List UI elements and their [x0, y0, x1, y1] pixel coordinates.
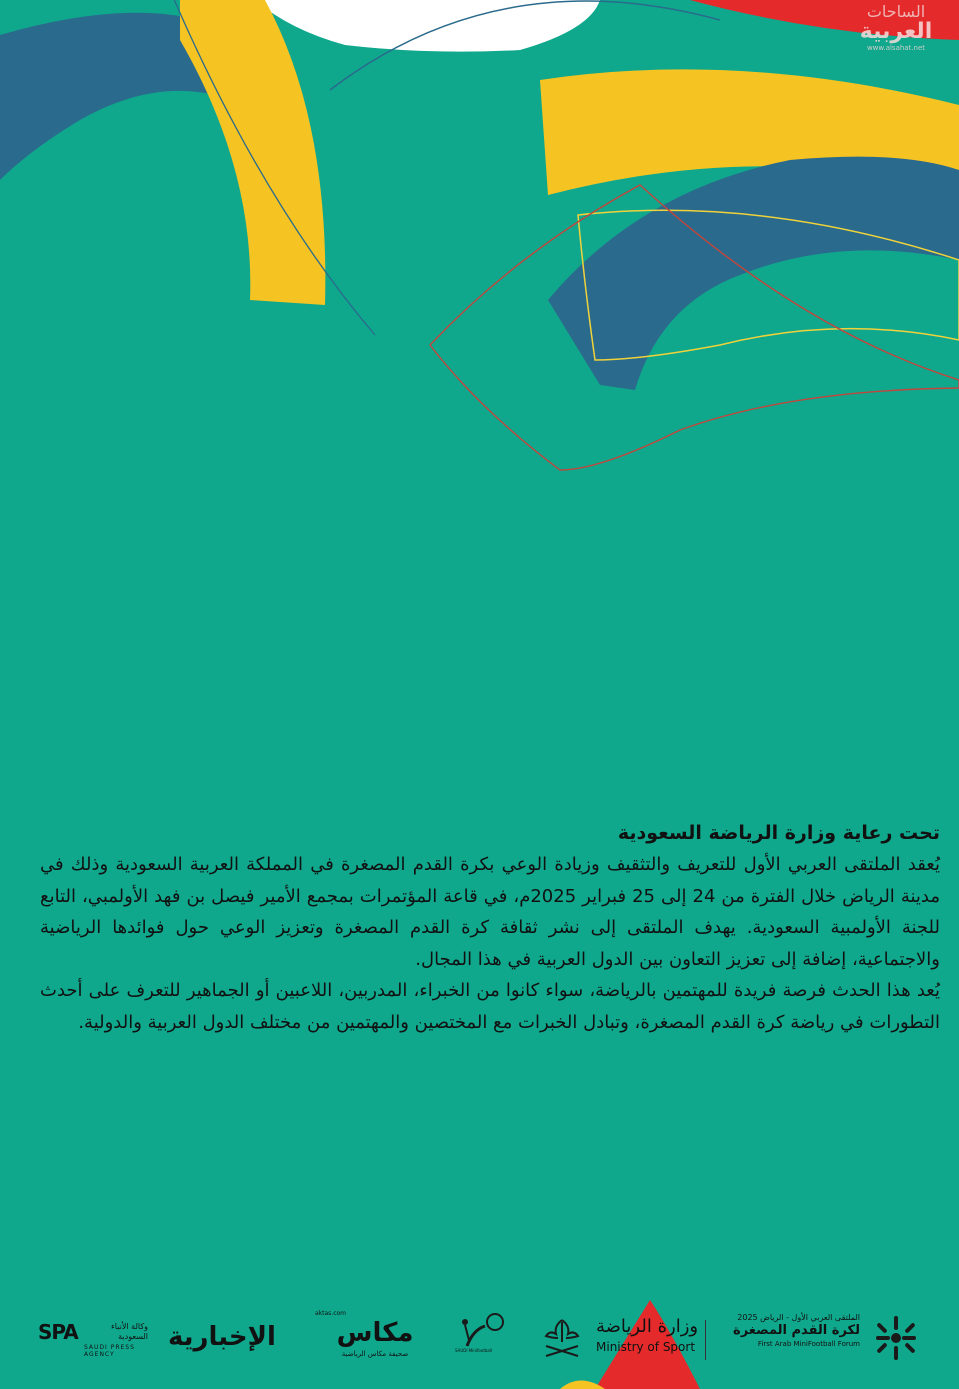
sponsor-logos-row: [30, 1300, 930, 1380]
maktas-logo: [315, 1310, 435, 1370]
watermark-line1: الساحات: [866, 2, 926, 21]
forum-line2: لكرة القدم المصغرة: [733, 1323, 860, 1338]
maktas-sub: صحيفة مكاس الرياضية: [341, 1350, 409, 1358]
watermark-url: www.alsahat.net: [866, 44, 926, 52]
football-player-icon: [455, 1310, 515, 1350]
white-arc-shape: [255, 0, 600, 52]
saudi-emblem-icon: [540, 1316, 584, 1364]
yellow-arc-left: [180, 0, 325, 305]
watermark-line2: العربية: [859, 19, 933, 44]
federation-logo: [455, 1310, 525, 1370]
article-paragraph-2: يُعد هذا الحدث فرصة فريدة للمهتمين بالرياضة، سواء كانوا من الخبراء، المدربين، اللاعبين أو الجماهير للتعرف على أحدث التطورات في رياضة كرة القدم المصغرة، وتبادل الخبرات مع المختصين والمهتمين من مختلف الدول العربية والدولية.: [40, 980, 940, 1033]
article: [40, 818, 940, 1038]
spa-sub: SAUDI PRESS AGENCY: [84, 1344, 135, 1358]
maktas-url: aktas.com: [315, 1310, 347, 1317]
forum-line1: الملتقى العربي الأول - الرياض 2025: [737, 1313, 860, 1322]
ministry-logo: [540, 1310, 710, 1370]
article-heading: تحت رعاية وزارة الرياضة السعودية: [617, 822, 940, 844]
watermark: [841, 4, 951, 54]
forum-line3: First Arab MiniFootball Forum: [757, 1340, 860, 1348]
article-paragraph-1: يُعقد الملتقى العربي الأول للتعريف والتثقيف وزيادة الوعي بكرة القدم المصغرة في المملكة العربية السعودية وذلك في مدينة الرياض خلال الفترة من 24 إلى 25 فبراير 2025م، في قاعة المؤتمرات بمجمع الأمير فيصل بن فهد الأولمبي، التابع للجنة الأولمبية السعودية. يهدف الملتقى إلى نشر ثقافة كرة القدم المصغرة وتعزيز الوعي حول فوائدها الرياضية والاجتماعية، إضافة إلى تعزيز التعاون بين الدول العربية في هذا المجال.: [40, 854, 940, 970]
spa-arabic: وكالة الأنباء السعودية: [110, 1322, 148, 1341]
ministry-english: Ministry of Sport: [596, 1340, 696, 1354]
ekhbaria-logo: [168, 1310, 288, 1370]
federation-text: SAUDI Minifootball: [455, 1348, 493, 1353]
spa-logo: [38, 1310, 148, 1370]
forum-star-icon: [872, 1314, 920, 1364]
ministry-arabic: وزارة الرياضة: [596, 1316, 699, 1337]
spa-english: SPA: [38, 1320, 78, 1344]
forum-logo: [730, 1310, 920, 1370]
logo-divider: [705, 1320, 706, 1360]
ekhbaria-name: الإخبارية: [168, 1322, 276, 1352]
blue-band-right: [548, 157, 959, 390]
maktas-name: مكاس: [336, 1318, 414, 1348]
